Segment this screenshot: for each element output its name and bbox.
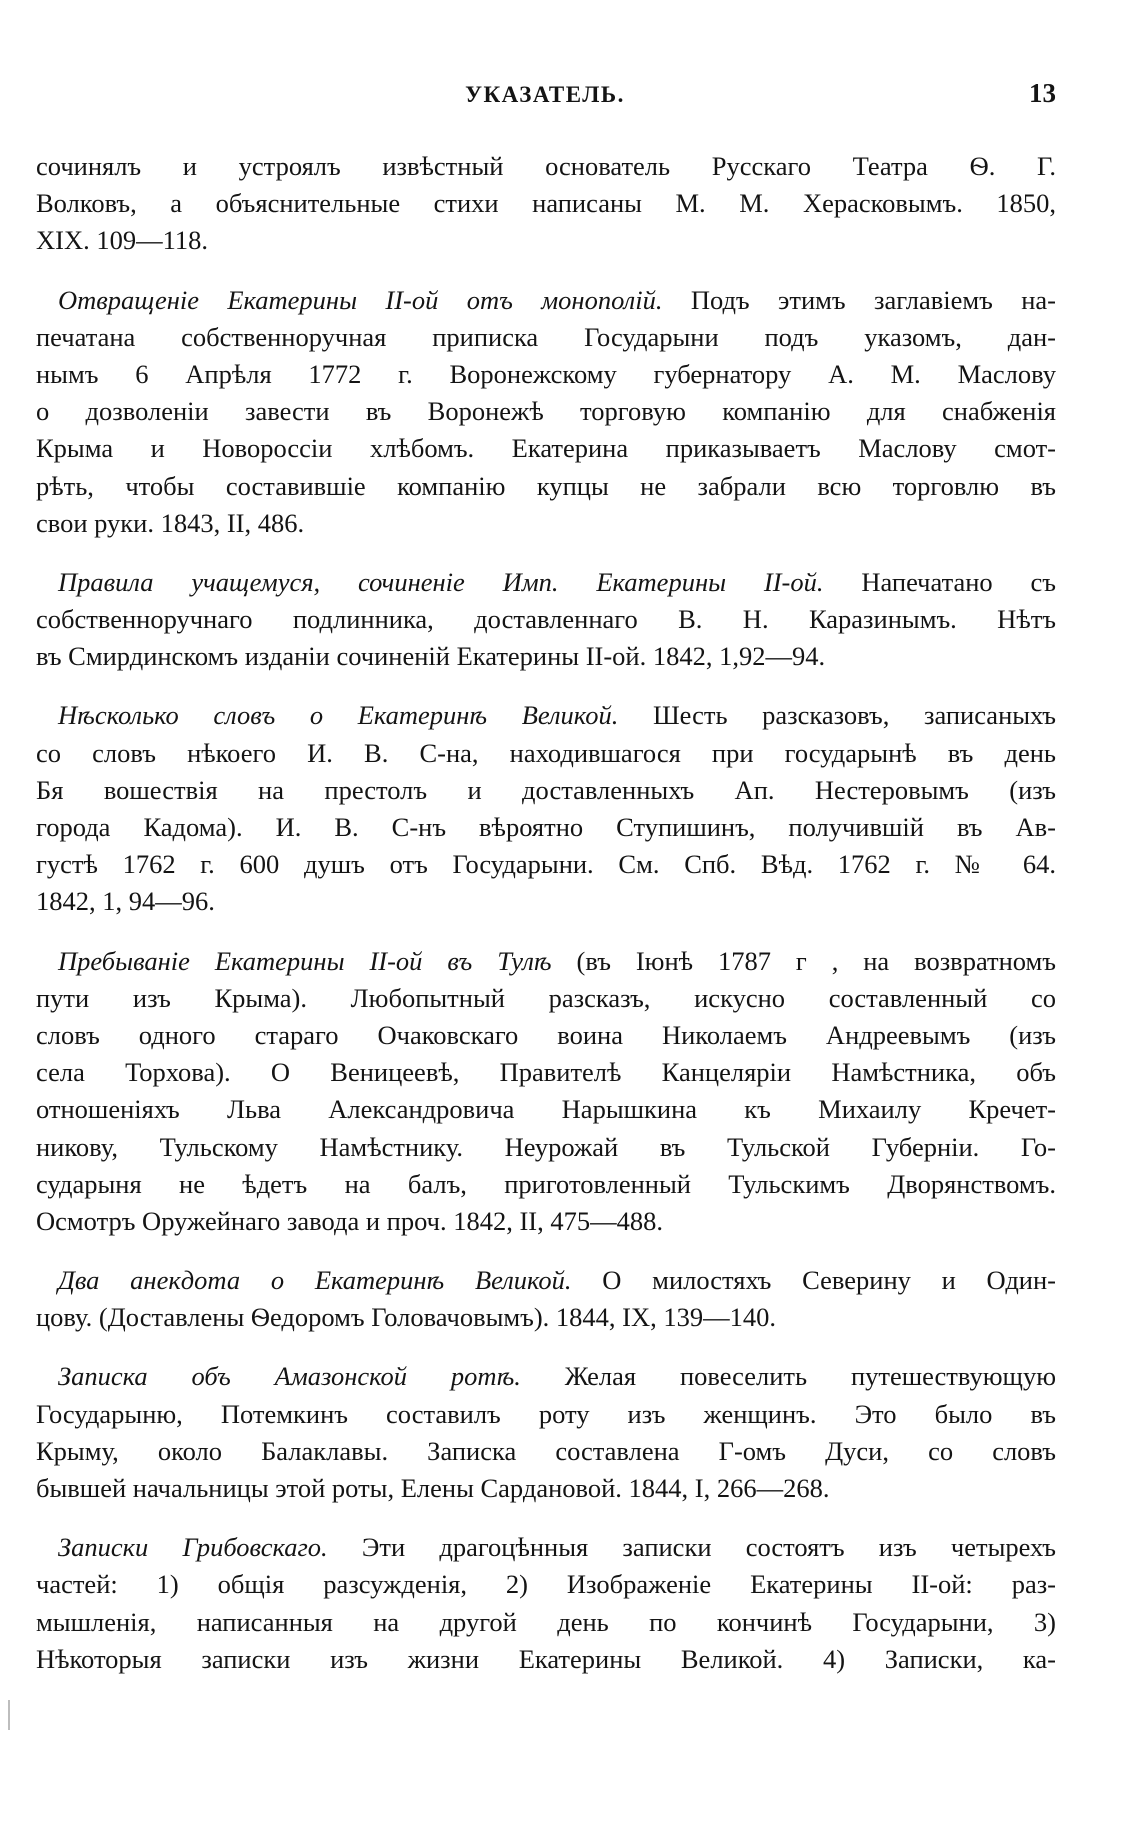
index-entry bbox=[36, 1529, 1056, 1678]
index-entry bbox=[36, 564, 1056, 676]
entry-text: 1842, 1, 94—96. bbox=[36, 886, 215, 917]
running-title: УКАЗАТЕЛЬ. bbox=[465, 82, 625, 107]
entry-text: Бя вошествія на престолъ и доставленныхъ Ап. Нестеровымъ (изъ bbox=[36, 774, 1056, 805]
text-line bbox=[36, 505, 1056, 542]
text-line bbox=[36, 772, 1056, 809]
entry-text: Государыню, Потемкинъ составилъ роту изъ женщинъ. Это было въ bbox=[36, 1398, 1056, 1429]
entry-text: города Кадома). И. В. С-нъ вѣроятно Ступишинъ, получившій въ Ав- bbox=[36, 812, 1056, 842]
entry-text: сочинялъ и устроялъ извѣстный основатель Русскаго Театра Ѳ. Г. bbox=[36, 151, 1056, 181]
entry-text: о дозволеніи завести въ Воронежѣ торговую компанію для снабженія bbox=[36, 396, 1056, 427]
entry-text: нымъ 6 Апрѣля 1772 г. Воронежскому губернатору А. М. Маслову bbox=[36, 358, 1056, 389]
entry-text: Крыма и Новороссіи хлѣбомъ. Екатерина приказываетъ Маслову смот- bbox=[36, 433, 1056, 464]
entry-text: Желая повеселить путешествующую bbox=[520, 1361, 1056, 1392]
text-line bbox=[36, 430, 1056, 467]
entry-text: Напечатано съ bbox=[823, 566, 1056, 597]
text-line bbox=[36, 1299, 1056, 1336]
text-line bbox=[36, 1129, 1056, 1166]
text-line bbox=[36, 735, 1056, 772]
entry-text: Осмотръ Оружейнаго завода и проч. 1842, II, 475—488. bbox=[36, 1205, 663, 1236]
entry-text: Волковъ, а объяснительные стихи написаны М. М. Херасковымъ. 1850, bbox=[36, 188, 1056, 219]
entry-text: словъ одного стараго Очаковскаго воина Николаемъ Андреевымъ (изъ bbox=[36, 1019, 1056, 1050]
entry-text: въ Смирдинскомъ изданіи сочиненій Екатерины II-ой. 1842, 1,92—94. bbox=[36, 641, 826, 672]
entry-text: села Торхова). О Веницеевѣ, Правителѣ Канцеляріи Намѣстника, объ bbox=[36, 1057, 1056, 1088]
text-line bbox=[36, 883, 1056, 920]
page-header bbox=[34, 78, 1056, 122]
entry-text: со словъ нѣкоего И. В. С-на, находившагося при государынѣ въ день bbox=[36, 737, 1056, 768]
entry-text: сударыня не ѣдетъ на балъ, приготовленный Тульскимъ Дворянствомъ. bbox=[36, 1168, 1056, 1199]
text-line bbox=[36, 697, 1056, 734]
entry-text: никову, Тульскому Намѣстнику. Неурожай въ Тульской Губерніи. Го- bbox=[36, 1131, 1056, 1162]
page-number: 13 bbox=[1029, 78, 1056, 108]
index-entry bbox=[36, 697, 1056, 920]
text-line bbox=[36, 319, 1056, 356]
entry-text: Эти драгоцѣнныя записки состоятъ изъ четырехъ bbox=[327, 1532, 1056, 1563]
entry-text: бывшей начальницы этой роты, Елены Сардановой. 1844, I, 266—268. bbox=[36, 1473, 830, 1503]
text-line bbox=[36, 1529, 1056, 1566]
index-entry bbox=[36, 282, 1056, 542]
index-entry bbox=[36, 943, 1056, 1241]
margin-mark bbox=[8, 1700, 10, 1730]
entry-text: отношеніяхъ Льва Александровича Нарышкина къ Михаилу Кречет- bbox=[36, 1094, 1056, 1125]
entry-gap bbox=[36, 1507, 1056, 1529]
entry-gap bbox=[36, 1240, 1056, 1262]
entry-gap bbox=[36, 542, 1056, 564]
entry-gap bbox=[36, 921, 1056, 943]
text-line bbox=[36, 1091, 1056, 1128]
entry-title: Записки Грибовскаго. bbox=[58, 1532, 328, 1563]
text-line bbox=[36, 282, 1056, 319]
text-line bbox=[36, 148, 1056, 185]
text-line bbox=[36, 468, 1056, 505]
text-line bbox=[36, 1358, 1056, 1395]
text-line bbox=[36, 943, 1056, 980]
text-line bbox=[36, 1641, 1056, 1678]
text-line bbox=[36, 1203, 1056, 1240]
entry-text: О милостяхъ Северину и Один- bbox=[571, 1265, 1056, 1296]
entry-text: Подъ этимъ заглавіемъ на- bbox=[662, 284, 1056, 315]
text-line bbox=[36, 185, 1056, 222]
text-line bbox=[36, 846, 1056, 883]
text-line bbox=[36, 1262, 1056, 1299]
text-line bbox=[36, 1433, 1056, 1470]
entry-gap bbox=[36, 260, 1056, 282]
text-line bbox=[36, 601, 1056, 638]
entry-text: собственноручнаго подлинника, доставленнаго В. Н. Каразинымъ. Нѣтъ bbox=[36, 604, 1056, 635]
entry-title: Два анекдота о Екатеринѣ Великой. bbox=[58, 1265, 572, 1296]
entry-text: цову. (Доставлены Ѳедоромъ Головачовымъ). 1844, IX, 139—140. bbox=[36, 1302, 777, 1333]
entry-text: Шесть разсказовъ, записаныхъ bbox=[618, 700, 1057, 731]
text-line bbox=[36, 1604, 1056, 1641]
text-line bbox=[36, 1017, 1056, 1054]
index-entry bbox=[36, 1262, 1056, 1336]
text-line bbox=[36, 1566, 1056, 1603]
index-entry bbox=[36, 1358, 1056, 1507]
entry-text: густѣ 1762 г. 600 душъ отъ Государыни. См. Спб. Вѣд. 1762 г. № 64. bbox=[36, 849, 1056, 880]
entry-text: частей: 1) общія разсужденія, 2) Изображеніе Екатерины II-ой: раз- bbox=[36, 1569, 1056, 1600]
entry-title: Нѣсколько словъ о Екатеринѣ Великой. bbox=[58, 700, 619, 731]
text-line bbox=[36, 356, 1056, 393]
text-line bbox=[36, 1166, 1056, 1203]
entry-text: мышленія, написанныя на другой день по кончинѣ Государыни, 3) bbox=[36, 1606, 1056, 1637]
entry-text: свои руки. 1843, II, 486. bbox=[36, 507, 305, 538]
entry-title: Отвращеніе Екатерины II-ой отъ монополій. bbox=[58, 284, 663, 315]
text-line bbox=[36, 222, 1056, 259]
text-line bbox=[36, 638, 1056, 675]
index-entries bbox=[36, 148, 1056, 1678]
entry-text: XIX. 109—118. bbox=[36, 225, 208, 256]
text-line bbox=[36, 1396, 1056, 1433]
entry-gap bbox=[36, 675, 1056, 697]
text-line bbox=[36, 980, 1056, 1017]
text-line bbox=[36, 1470, 1056, 1507]
entry-text: (въ Іюнѣ 1787 г , на возвратномъ bbox=[551, 945, 1056, 976]
text-line bbox=[36, 809, 1056, 846]
entry-text: Крыму, около Балаклавы. Записка составлена Г-омъ Дуси, со словъ bbox=[36, 1435, 1056, 1466]
entry-title: Правила учащемуся, сочиненіе Имп. Екатерины II-ой. bbox=[58, 566, 824, 597]
text-line bbox=[36, 564, 1056, 601]
entry-text: Нѣкоторыя записки изъ жизни Екатерины Великой. 4) Записки, ка- bbox=[36, 1643, 1056, 1674]
entry-title: Записка объ Амазонской ротѣ. bbox=[58, 1361, 521, 1392]
text-line bbox=[36, 393, 1056, 430]
entry-title: Пребываніе Екатерины II-ой въ Тулѣ bbox=[58, 945, 552, 976]
entry-text: рѣть, чтобы составившіе компанію купцы не забрали всю торговлю въ bbox=[36, 470, 1056, 501]
entry-gap bbox=[36, 1336, 1056, 1358]
entry-text: пути изъ Крыма). Любопытный разсказъ, искусно составленный со bbox=[36, 982, 1056, 1013]
entry-text: печатана собственноручная приписка Государыни подъ указомъ, дан- bbox=[36, 321, 1056, 352]
text-line bbox=[36, 1054, 1056, 1091]
index-entry bbox=[36, 148, 1056, 260]
